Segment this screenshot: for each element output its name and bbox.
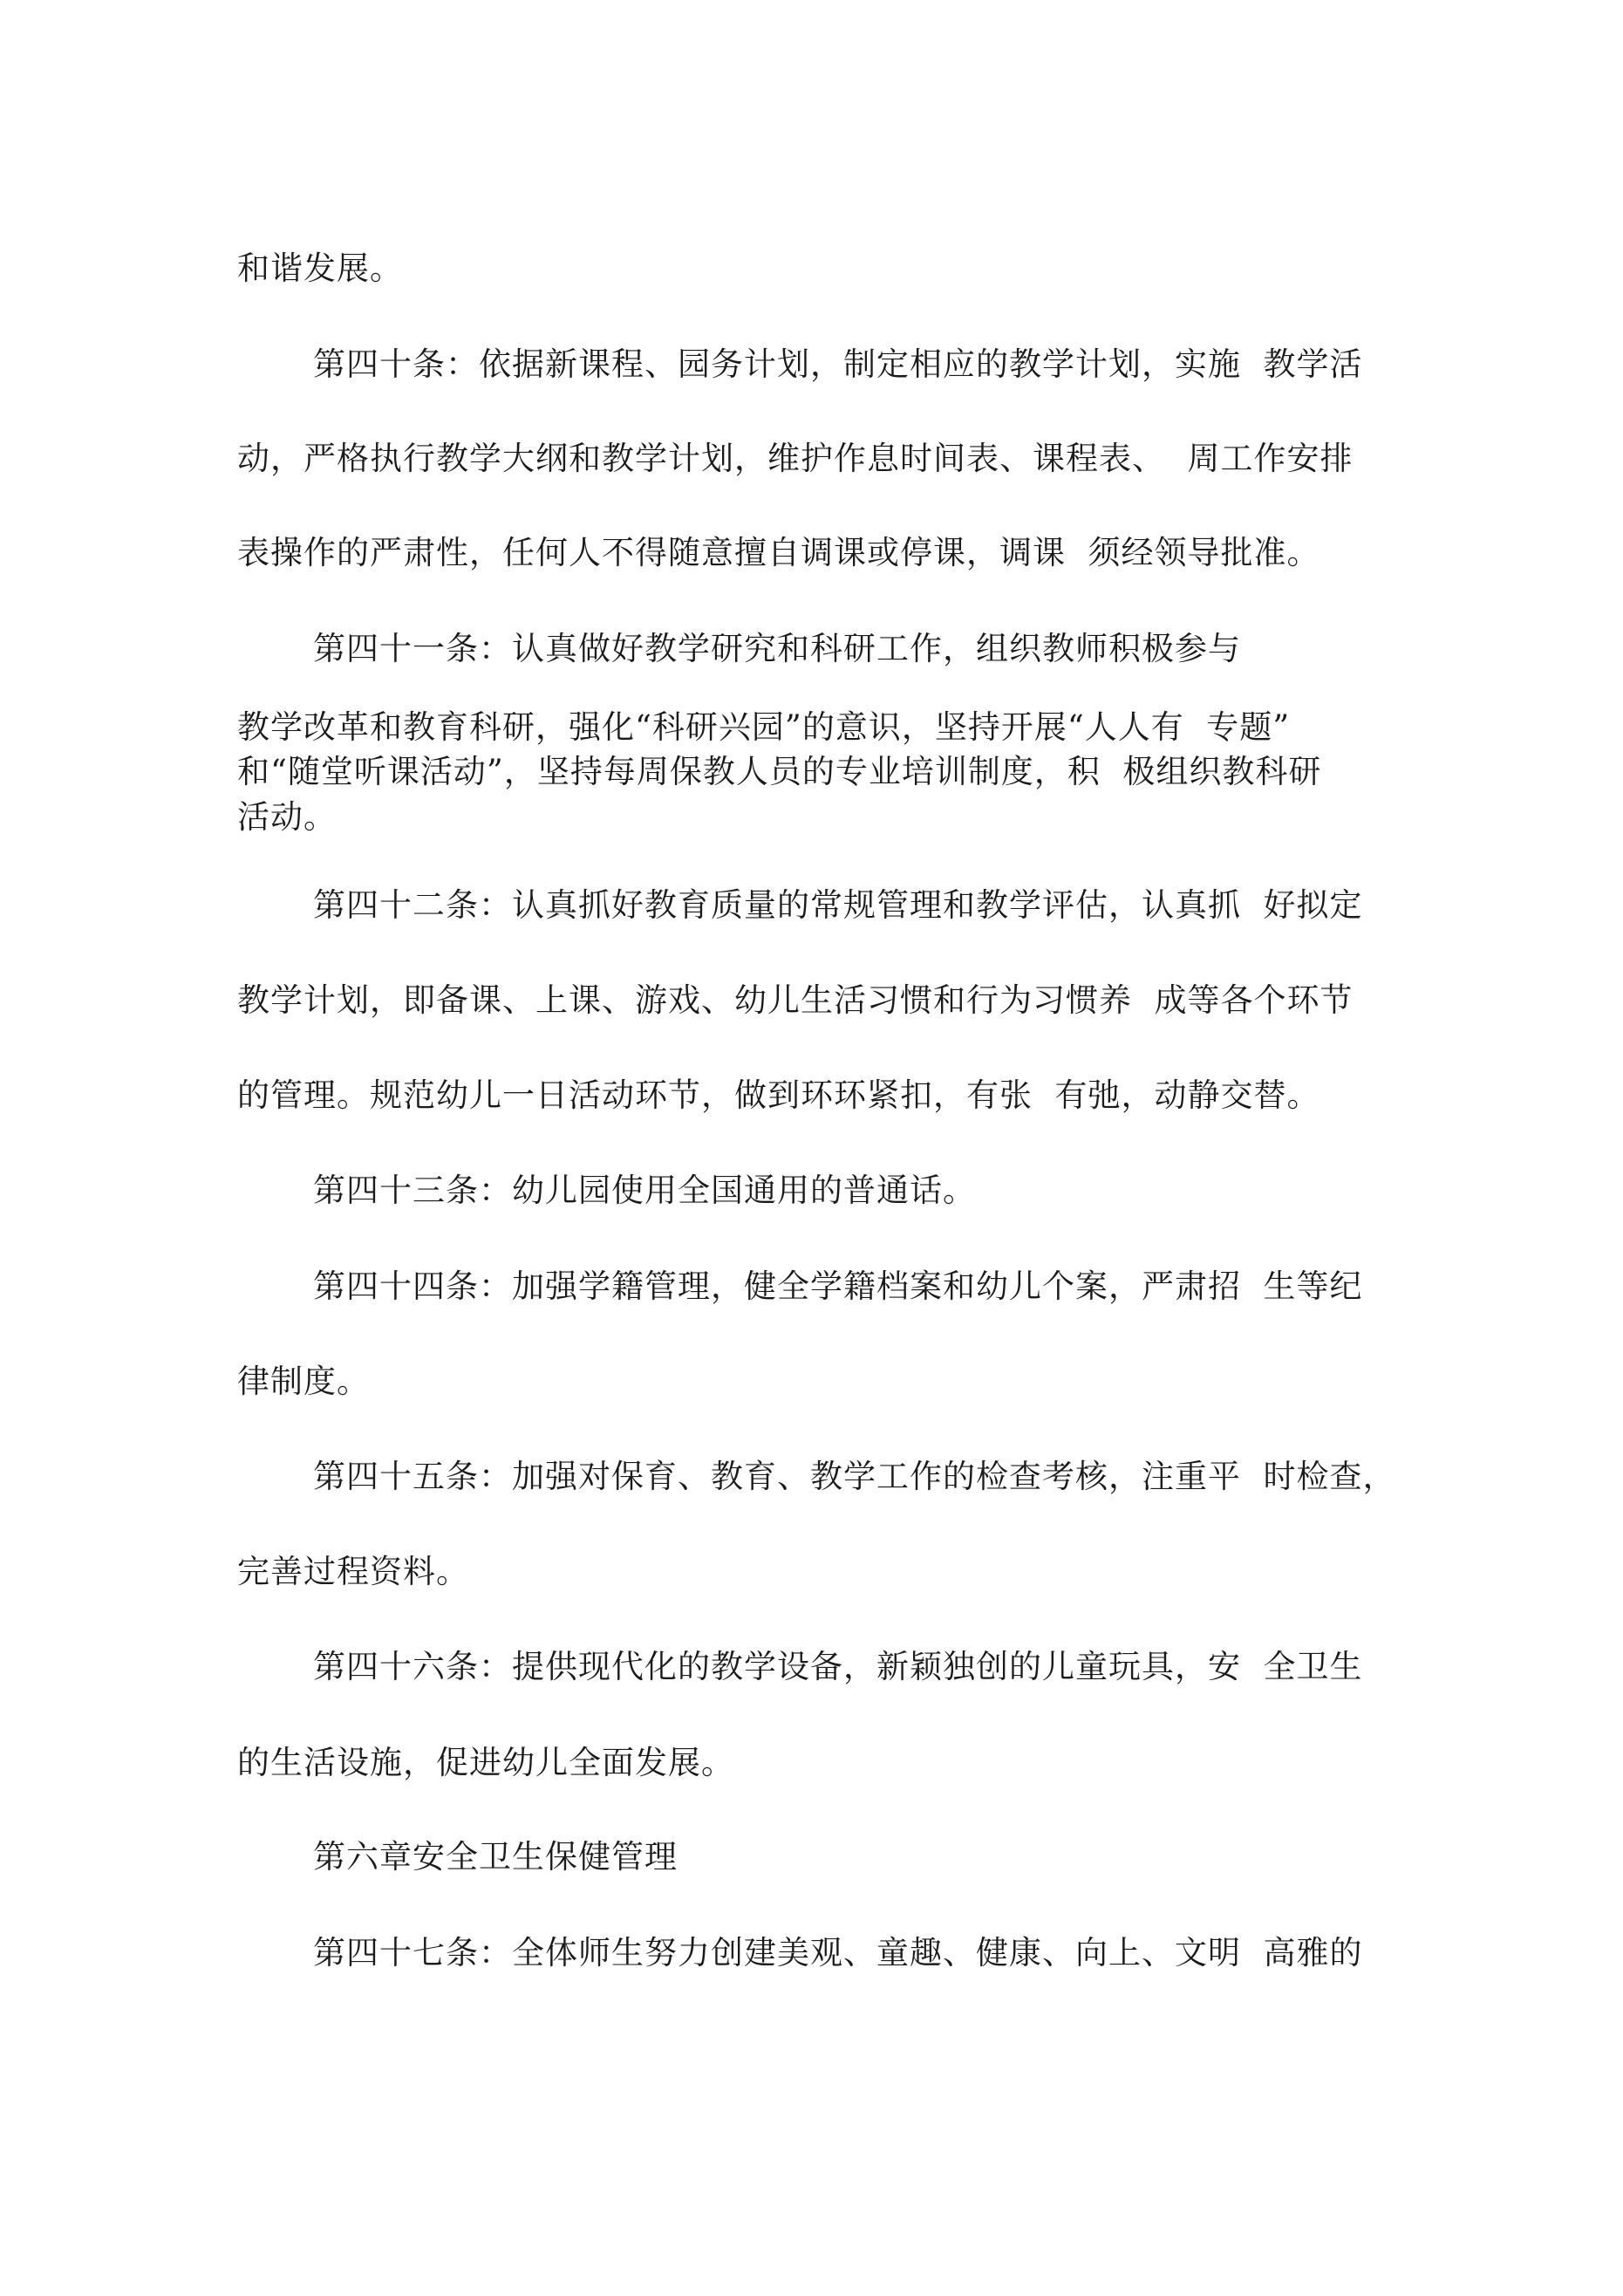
article-47-line-1: 第四十七条：全体师生努力创建美观、童趣、健康、向上、文明 高雅的: [313, 1934, 1363, 1971]
article-40-line-3: 表操作的严肃性，任何人不得随意擅自调课或停课，调课 须经领导批准。: [237, 534, 1320, 571]
article-46-line-1: 第四十六条：提供现代化的教学设备，新颖独创的儿童玩具，安 全卫生: [313, 1648, 1363, 1685]
article-43-line-1: 第四十三条：幼儿园使用全国通用的普通话。: [313, 1172, 976, 1209]
article-44-line-1: 第四十四条：加强学籍管理，健全学籍档案和幼儿个案，严肃招 生等纪: [313, 1268, 1363, 1305]
article-42-line-3: 的管理。规范幼儿一日活动环节，做到环环紧扣，有张 有弛，动静交替。: [237, 1076, 1320, 1114]
article-41-line-2: 教学改革和教育科研，强化“科研兴园”的意识，坚持开展“人人有 专题”: [237, 708, 1291, 746]
article-41-line-3: 和“随堂听课活动”，坚持每周保教人员的专业培训制度，积 极组织教科研: [237, 753, 1322, 790]
article-41-line-1: 第四十一条：认真做好教学研究和科研工作，组织教师积极参与: [313, 630, 1241, 667]
article-42-line-1: 第四十二条：认真抓好教育质量的常规管理和教学评估，认真抓 好拟定: [313, 886, 1363, 924]
article-40-line-1: 第四十条：依据新课程、园务计划，制定相应的教学计划，实施 教学活: [313, 345, 1363, 383]
article-44-line-2: 律制度。: [237, 1363, 370, 1400]
article-45-line-1: 第四十五条：加强对保育、教育、教学工作的检查考核，注重平 时检查，: [313, 1458, 1396, 1495]
article-45-line-2: 完善过程资料。: [237, 1553, 469, 1590]
article-41-line-4: 活动。: [237, 798, 337, 836]
article-46-line-2: 的生活设施，促进幼儿全面发展。: [237, 1744, 734, 1781]
article-42-line-2: 教学计划，即备课、上课、游戏、幼儿生活习惯和行为习惯养 成等各个环节: [237, 981, 1354, 1019]
chapter-6-heading: 第六章安全卫生保健管理: [313, 1838, 678, 1876]
text-line: 和谐发展。: [237, 249, 403, 287]
article-40-line-2: 动，严格执行教学大纲和教学计划，维护作息时间表、课程表、 周工作安排: [237, 440, 1354, 477]
